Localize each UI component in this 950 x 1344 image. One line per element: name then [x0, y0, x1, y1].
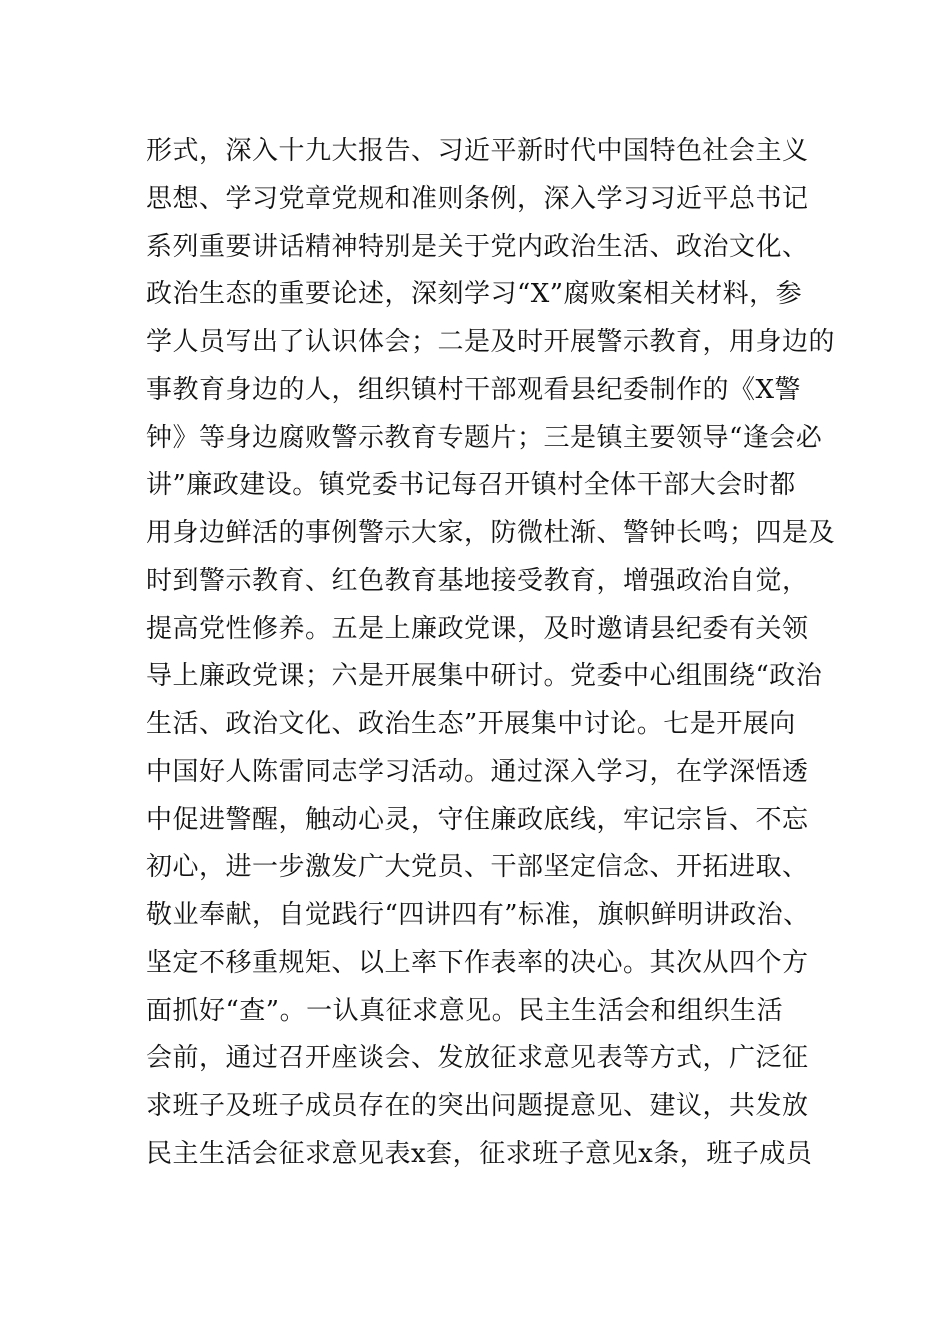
text-line: 时到警示教育、红色教育基地接受教育，增强政治自觉， [146, 565, 809, 596]
text-line: 生活、政治文化、政治生态”开展集中讨论。七是开展向 [146, 709, 796, 739]
text-line: 敬业奉献，自觉践行“四讲四有”标准，旗帜鲜明讲政治、 [146, 900, 810, 930]
text-line: 初心，进一步激发广大党员、干部坚定信念、开拓进取、 [146, 852, 809, 883]
text-line: 民主生活会征求意见表x套，征求班子意见x条，班子成员 [146, 1138, 813, 1169]
text-line: 用身边鲜活的事例警示大家，防微杜渐、警钟长鸣；四是及 [146, 518, 836, 548]
document-body [146, 128, 836, 1179]
text-line: 讲”廉政建设。镇党委书记每召开镇村全体干部大会时都 [146, 470, 796, 501]
text-line: 政治生态的重要论述，深刻学习“X”腐败案相关材料，参 [146, 279, 803, 310]
text-line: 形式，深入十九大报告、习近平新时代中国特色社会主义 [146, 136, 809, 166]
text-line: 事教育身边的人，组织镇村干部观看县纪委制作的《X警 [146, 374, 802, 405]
text-line: 导上廉政党课；六是开展集中研讨。党委中心组围绕“政治 [146, 661, 823, 692]
text-line: 会前，通过召开座谈会、发放征求意见表等方式，广泛征 [146, 1043, 809, 1074]
text-line: 钟》等身边腐败警示教育专题片；三是镇主要领导“逢会必 [146, 422, 823, 453]
text-line: 思想、学习党章党规和准则条例，深入学习习近平总书记 [146, 183, 809, 214]
text-line: 中国好人陈雷同志学习活动。通过深入学习，在学深悟透 [146, 756, 809, 787]
text-line: 中促进警醒，触动心灵，守住廉政底线，牢记宗旨、不忘 [146, 804, 809, 835]
text-line: 求班子及班子成员存在的突出问题提意见、建议，共发放 [146, 1091, 809, 1121]
text-line: 面抓好“查”。一认真征求意见。民主生活会和组织生活 [146, 995, 784, 1026]
text-line: 提高党性修养。五是上廉政党课，及时邀请县纪委有关领 [146, 613, 809, 644]
text-line: 学人员写出了认识体会；二是及时开展警示教育，用身边的 [146, 327, 836, 357]
text-line: 坚定不移重规矩、以上率下作表率的决心。其次从四个方 [146, 947, 809, 978]
text-line: 系列重要讲话精神特别是关于党内政治生活、政治文化、 [146, 231, 809, 262]
